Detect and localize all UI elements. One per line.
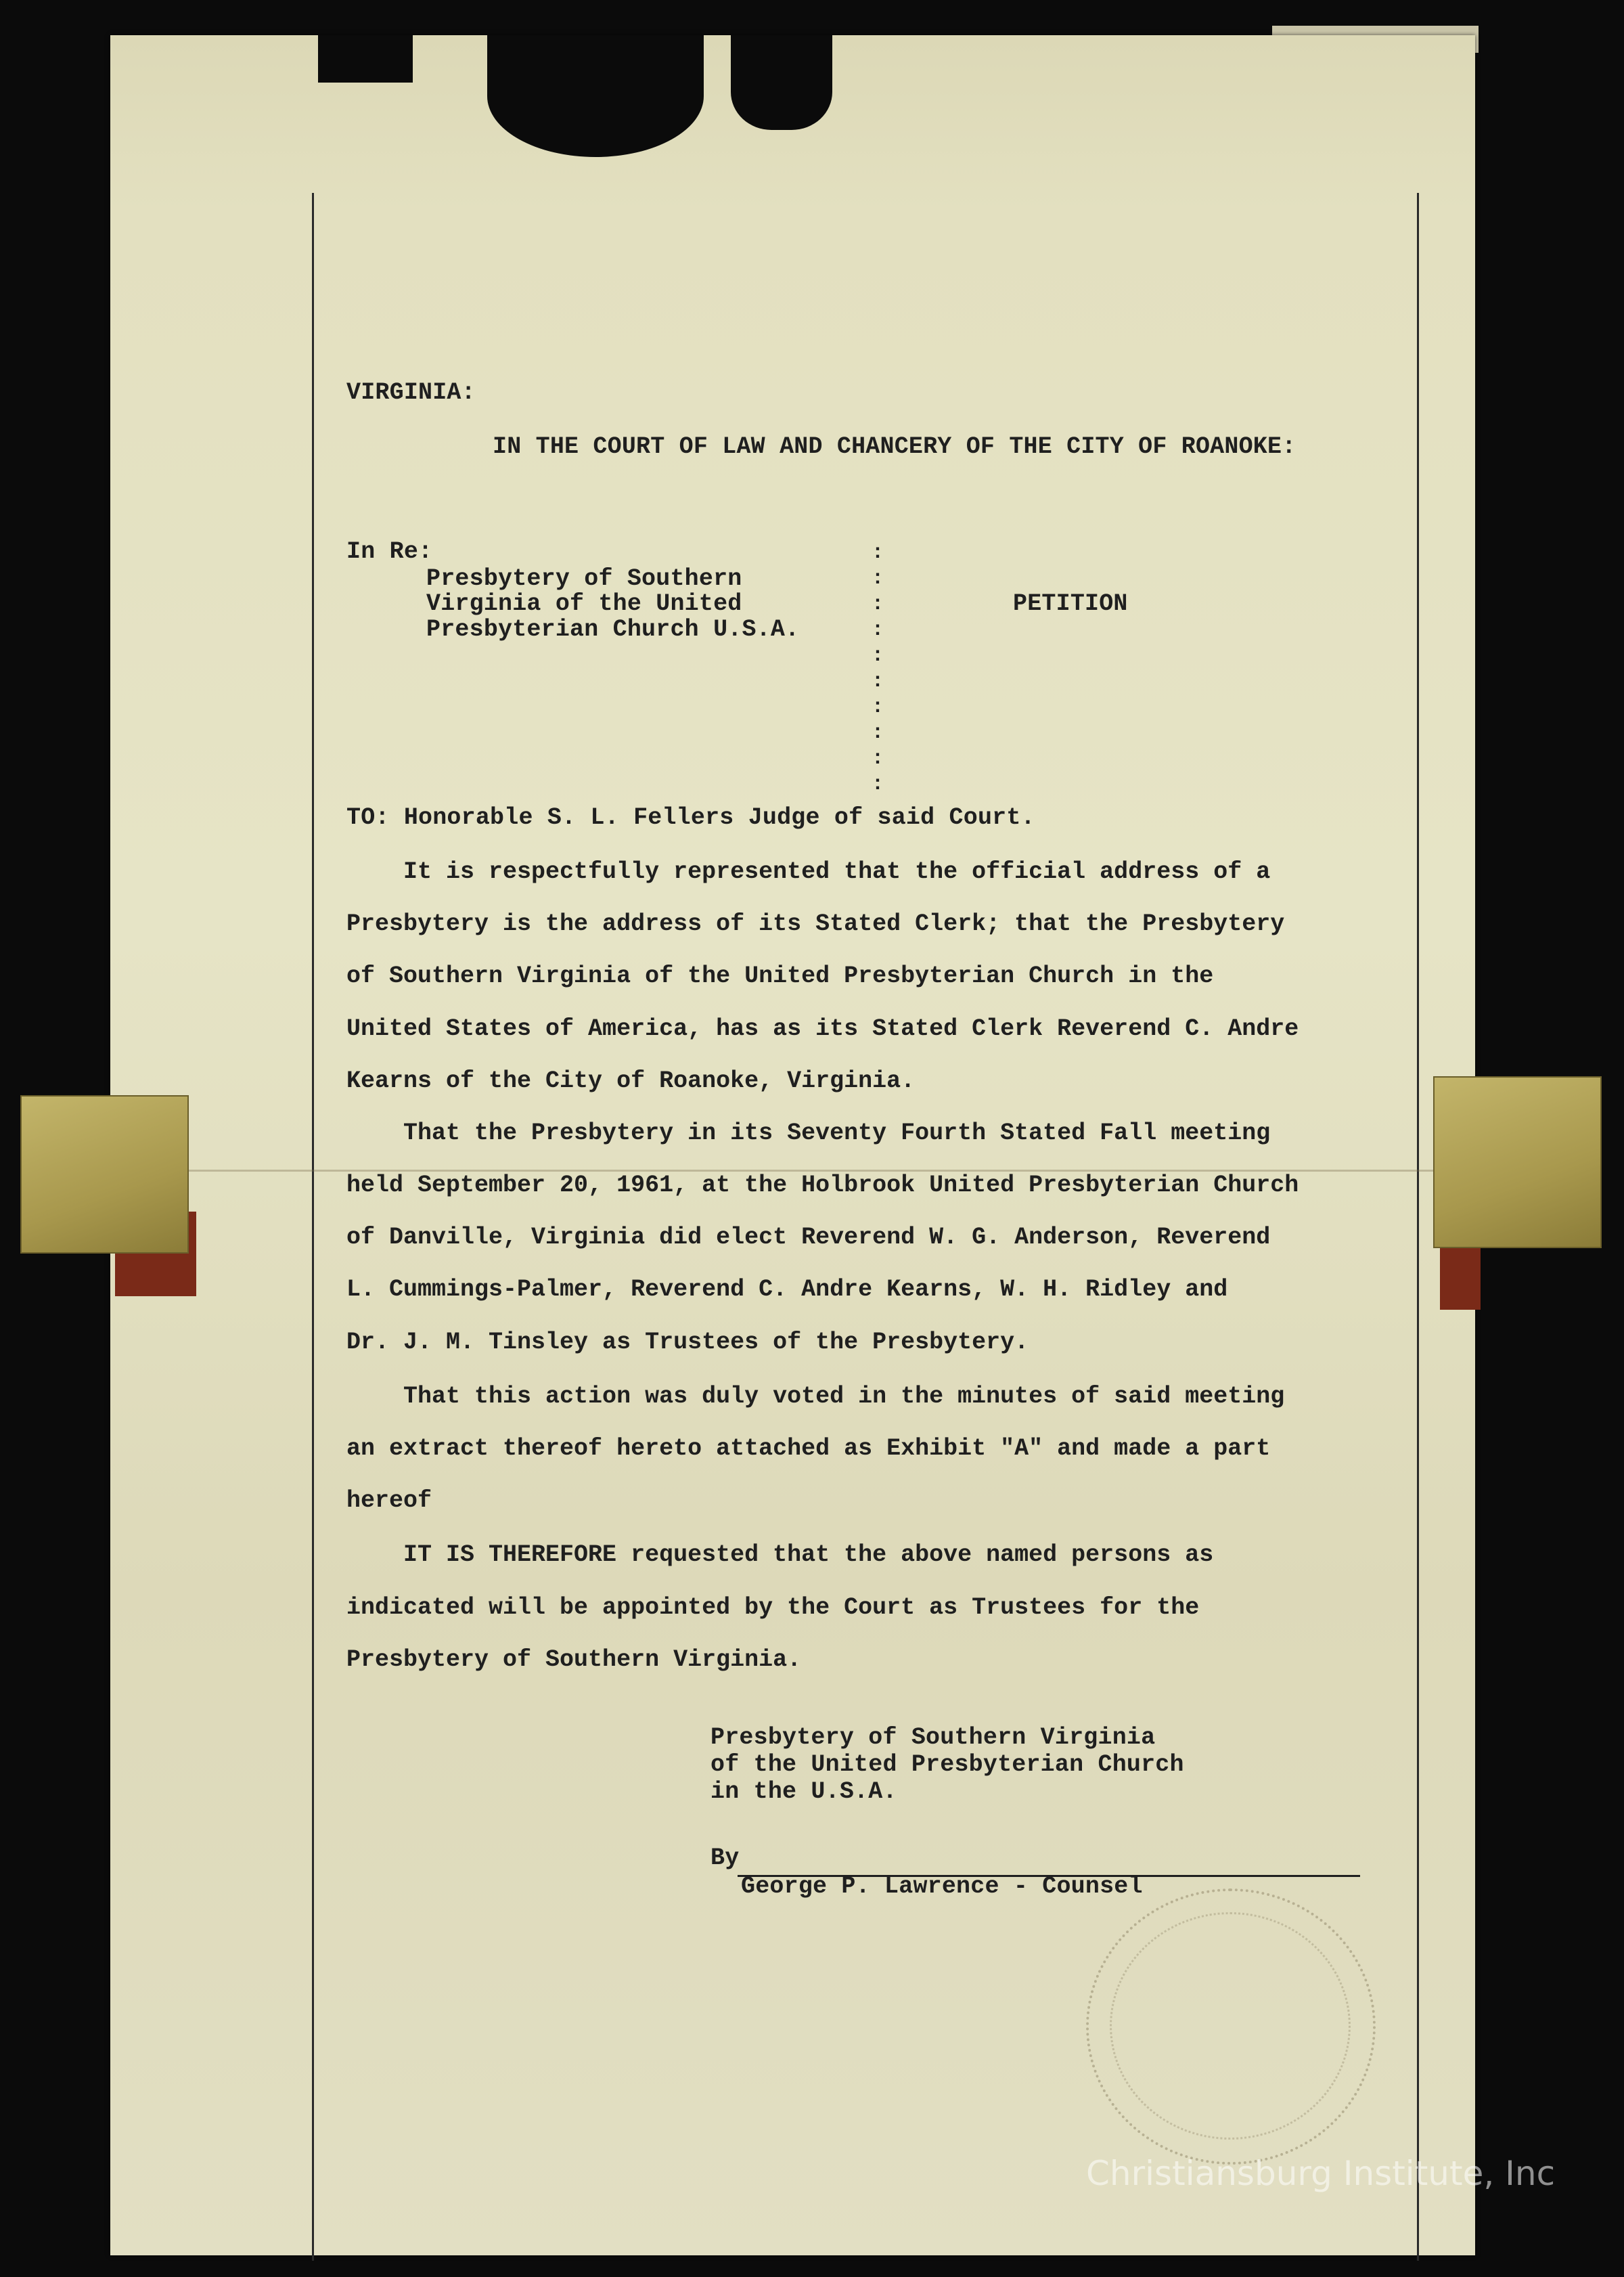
body-line: held September 20, 1961, at the Holbrook United Presbyterian Church bbox=[346, 1172, 1299, 1199]
signature-org-line-1: Presbytery of Southern Virginia bbox=[710, 1724, 1156, 1751]
embossed-seal-inner-ring bbox=[1110, 1912, 1351, 2140]
body-line: an extract thereof hereto attached as Exhibit "A" and made a part bbox=[346, 1435, 1271, 1462]
court-heading: IN THE COURT OF LAW AND CHANCERY OF THE CITY OF ROANOKE: bbox=[493, 433, 1296, 460]
signature-org-line-2: of the United Presbyterian Church bbox=[710, 1751, 1184, 1778]
torn-edge bbox=[487, 35, 704, 157]
body-line: Dr. J. M. Tinsley as Trustees of the Presbytery. bbox=[346, 1329, 1029, 1356]
party-line-2: Virginia of the United bbox=[426, 590, 742, 617]
state-heading: VIRGINIA: bbox=[346, 379, 476, 406]
party-line-1: Presbytery of Southern bbox=[426, 565, 742, 592]
signature-org-line-3: in the U.S.A. bbox=[710, 1778, 897, 1805]
party-line-3: Presbyterian Church U.S.A. bbox=[426, 616, 800, 643]
body-line: indicated will be appointed by the Court as Trustees for the bbox=[346, 1594, 1200, 1621]
right-margin-rule bbox=[1417, 193, 1419, 2261]
caption-colon-column: : : : : : : : : : : bbox=[872, 541, 884, 796]
body-line: of Danville, Virginia did elect Reverend W. G. Anderson, Reverend bbox=[346, 1224, 1271, 1251]
body-line: of Southern Virginia of the United Presbyterian Church in the bbox=[346, 963, 1214, 990]
body-line: hereof bbox=[346, 1487, 432, 1514]
body-line: It is respectfully represented that the official address of a bbox=[346, 858, 1271, 885]
body-line: L. Cummings-Palmer, Reverend C. Andre Kearns, W. H. Ridley and bbox=[346, 1276, 1228, 1303]
body-line: IT IS THEREFORE requested that the above named persons as bbox=[346, 1541, 1214, 1568]
body-line: Presbytery is the address of its Stated Clerk; that the Presbytery bbox=[346, 910, 1285, 937]
signer-name: George P. Lawrence - Counsel bbox=[741, 1873, 1143, 1900]
body-line: Kearns of the City of Roanoke, Virginia. bbox=[346, 1067, 916, 1095]
by-label: By bbox=[710, 1844, 740, 1872]
left-margin-rule bbox=[312, 193, 314, 2261]
torn-edge bbox=[318, 35, 413, 83]
document-type: PETITION bbox=[1013, 590, 1128, 617]
torn-edge bbox=[731, 35, 832, 130]
in-re-label: In Re: bbox=[346, 538, 433, 565]
body-line: That this action was duly voted in the minutes of said meeting bbox=[346, 1383, 1285, 1410]
binder-clip-right bbox=[1433, 1076, 1602, 1248]
body-line: That the Presbytery in its Seventy Fourth Stated Fall meeting bbox=[346, 1120, 1271, 1147]
watermark: Christiansburg Institute, Inc bbox=[1086, 2154, 1556, 2193]
body-line: Presbytery of Southern Virginia. bbox=[346, 1646, 802, 1673]
address-line: TO: Honorable S. L. Fellers Judge of said Court. bbox=[346, 804, 1035, 831]
binder-clip-left bbox=[20, 1095, 189, 1254]
body-line: United States of America, has as its Stated Clerk Reverend C. Andre bbox=[346, 1015, 1299, 1042]
